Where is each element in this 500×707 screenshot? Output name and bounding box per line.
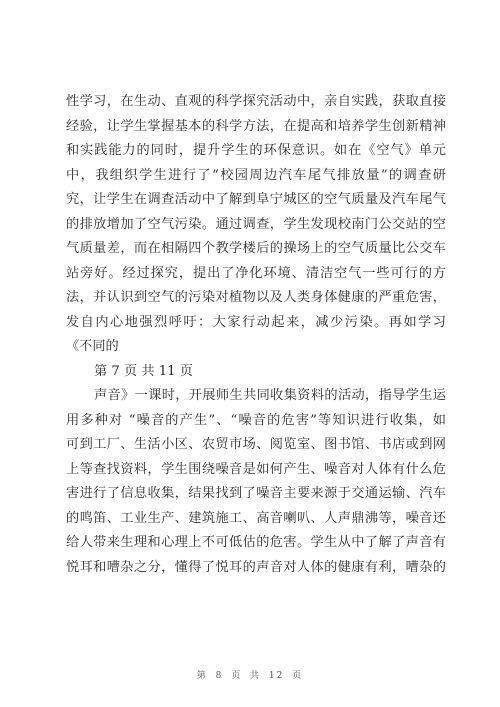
embedded-page-number: 第 7 页 共 11 页 (94, 363, 193, 379)
text-line-15: 可到工厂、生活小区、农贸市场、阅览室、图书馆、书店或到网 (66, 437, 446, 452)
text-line-3: 和实践能力的同时，提升学生的环保意识。如在《空气》单元 (66, 143, 446, 158)
text-line-7: 气质量差，而在相隔四个教学楼后的操场上的空气质量比公交车 (66, 241, 446, 256)
text-line-20: 悦耳和嘈杂之分，懂得了悦耳的声音对人体的健康有利，嘈杂的 (66, 559, 446, 575)
text-line-4: 中，我组织学生进行了“校园周边汽车尾气排放量”的调查研 (66, 167, 446, 183)
text-line-2: 经验，让学生掌握基本的科学方法，在提高和培养学生创新精神 (66, 118, 446, 134)
text-line-18: 的鸣笛、工业生产、建筑施工、高音喇叭、人声鼎沸等，噪音还 (66, 510, 446, 526)
text-line-16: 上等查找资料，学生围绕噪音是如何产生、噪音对人体有什么危 (66, 461, 446, 477)
text-line-8: 站旁好。经过探究，提出了净化环境、清洁空气一些可行的方 (66, 265, 446, 281)
text-line-19: 给人带来生理和心理上不可低估的危害。学生从中了解了声音有 (66, 535, 446, 550)
text-line-11: 《不同的 (66, 339, 119, 354)
text-line-1: 性学习，在生动、直观的科学探究活动中，亲自实践，获取直接 (66, 94, 446, 109)
text-line-17: 害进行了信息收集，结果找到了噪音主要来源于交通运输、汽车 (66, 486, 446, 501)
text-line-5: 究，让学生在调查活动中了解到阜宁城区的空气质量及汽车尾气 (66, 192, 446, 207)
text-line-6: 的排放增加了空气污染。通过调查，学生发现校南门公交站的空 (66, 216, 446, 232)
page-footer: 第 8 页 共 12 页 (196, 671, 304, 681)
text-line-10: 发自内心地强烈呼吁：大家行动起来，减少污染。再如学习 (66, 314, 446, 330)
text-line-14: 用多种对 “噪音的产生”、“噪音的危害”等知识进行收集，如 (66, 412, 446, 428)
text-line-13: 声音》一课时，开展师生共同收集资料的活动，指导学生运 (94, 388, 446, 403)
document-body (66, 90, 446, 580)
text-line-9: 法，并认识到空气的污染对植物以及人类身体健康的严重危害， (66, 290, 446, 305)
